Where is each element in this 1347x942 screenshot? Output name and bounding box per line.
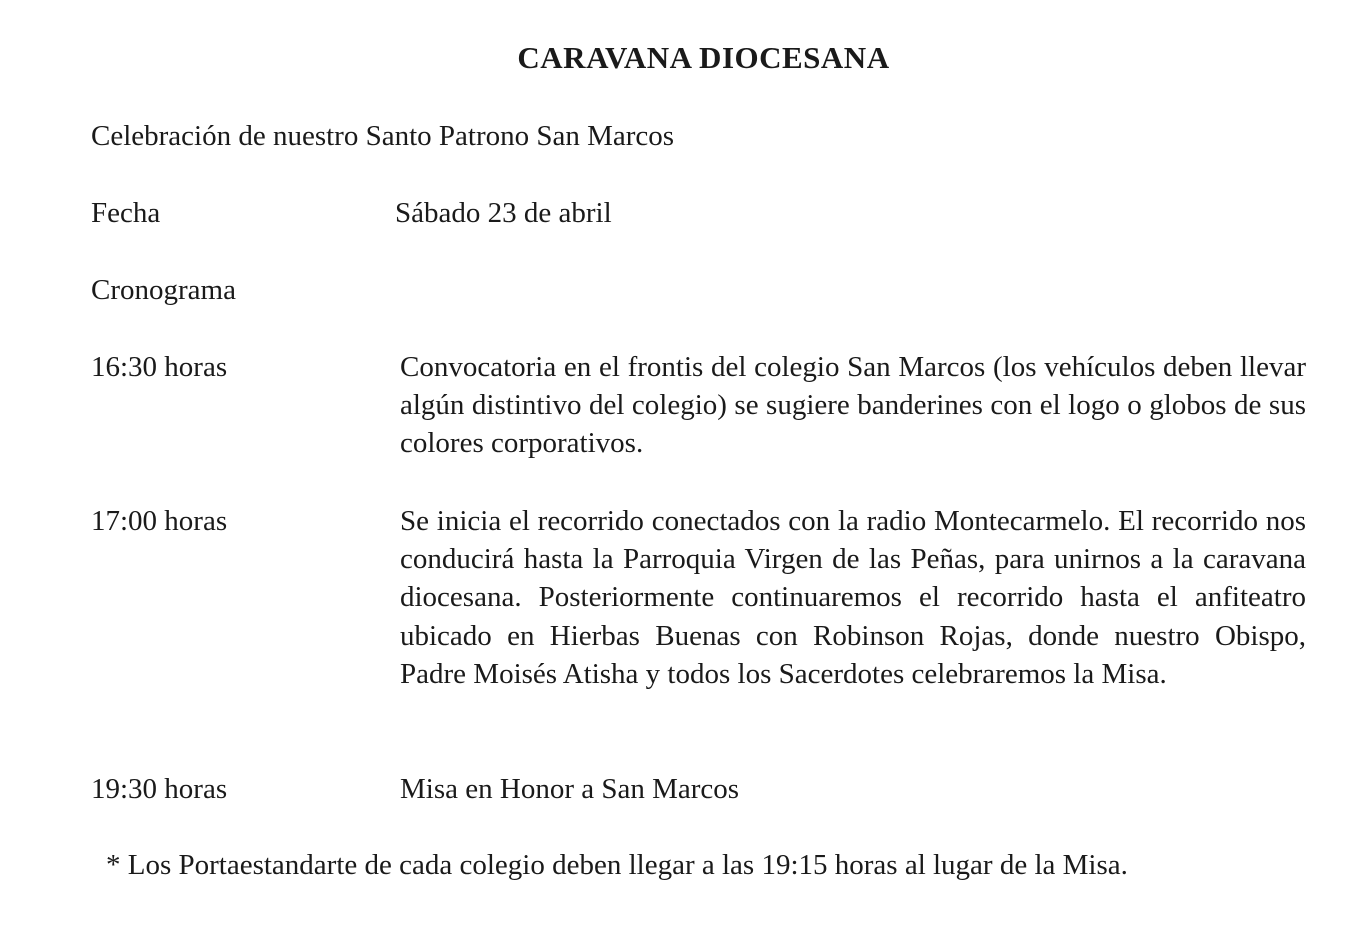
schedule-time-1: 16:30 horas (91, 351, 228, 383)
schedule-time-2: 17:00 horas (91, 505, 228, 537)
footnote: * Los Portaestandarte de cada colegio deben llegar a las 19:15 horas al lugar de la Misa. (106, 849, 1128, 881)
subtitle: Celebración de nuestro Santo Patrono San Marcos (91, 120, 675, 152)
schedule-description-1: Convocatoria en el frontis del colegio San Marcos (los vehículos deben llevar algún distintivo del colegio) se sugiere banderines con el logo o globos de sus colores corporativos. (400, 351, 1306, 460)
schedule-description-2: Se inicia el recorrido conectados con la radio Montecarmelo. El recorrido nos conducirá hasta la Parroquia Virgen de las Peñas, para unirnos a la caravana diocesana. Posteriormente continuaremos el recorrido hasta el anfiteatro ubicado en Hierbas Buenas con Robinson Rojas, donde nuestro Obispo, Padre Moisés Atisha y todos los Sacerdotes celebraremos la Misa. (400, 505, 1306, 690)
schedule-time-3: 19:30 horas (91, 773, 228, 805)
cronograma-label: Cronograma (91, 274, 236, 306)
schedule-description-3: Misa en Honor a San Marcos (400, 773, 740, 805)
document-title: CARAVANA DIOCESANA (517, 40, 890, 75)
fecha-label: Fecha (91, 197, 161, 229)
fecha-value: Sábado 23 de abril (395, 197, 612, 229)
